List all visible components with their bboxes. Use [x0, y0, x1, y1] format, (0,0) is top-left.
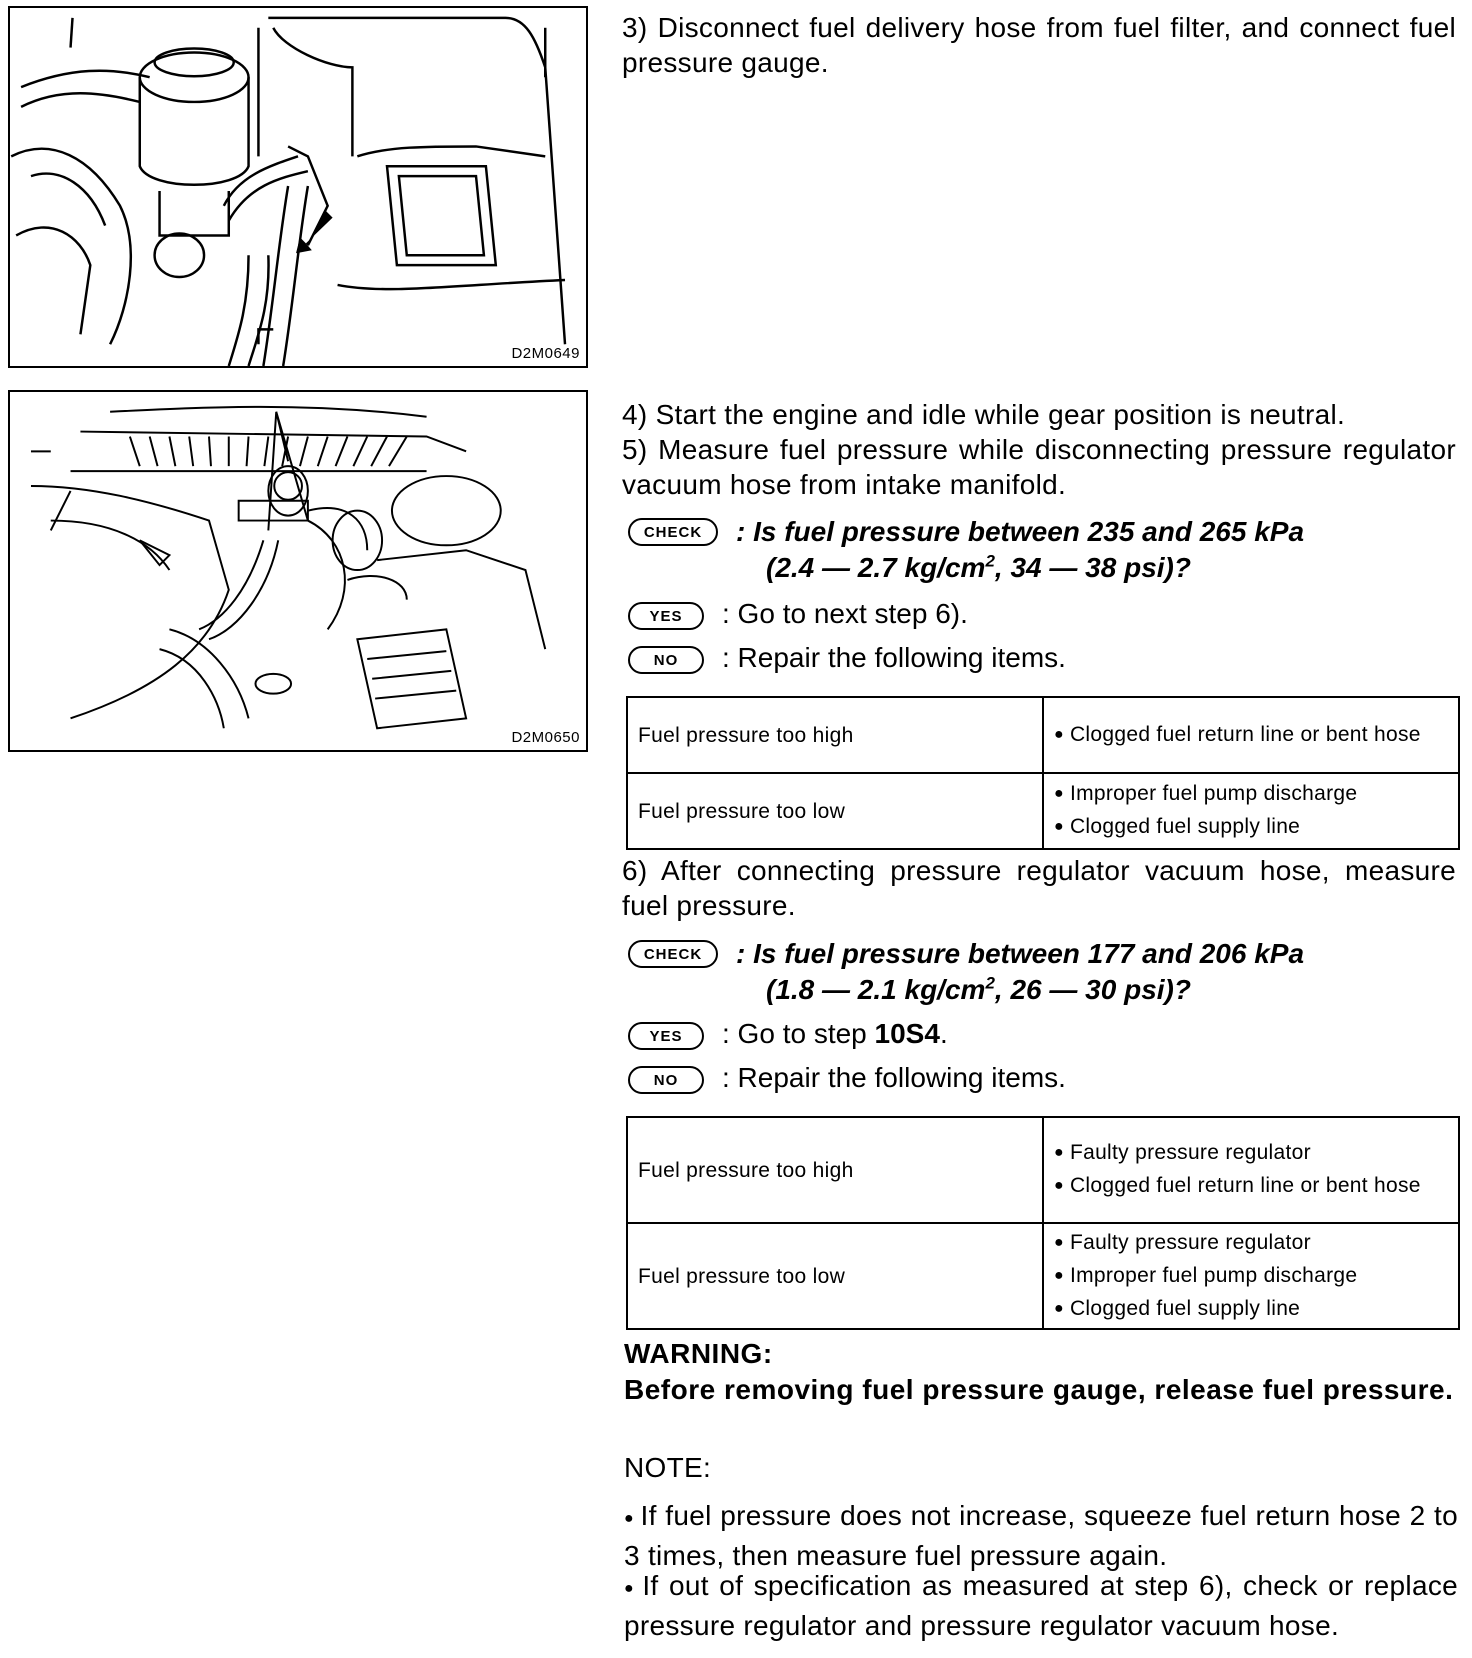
note-item-2	[624, 1568, 1458, 1643]
list-item: ● Clogged fuel supply line	[1054, 811, 1448, 844]
bullet-icon	[624, 1500, 641, 1531]
table-cell-items	[1043, 1117, 1459, 1223]
check-question-part-a: (2.4 — 2.7 kg/cm	[766, 552, 986, 583]
no-answer-text: : Repair the following items.	[722, 1062, 1066, 1093]
list-item: ● Improper fuel pump discharge	[1054, 778, 1448, 811]
figure-fuel-pressure-gauge	[8, 390, 588, 752]
table-cell-cause: Fuel pressure too high	[627, 1117, 1043, 1223]
repair-table-1	[626, 696, 1460, 850]
table-cell-items	[1043, 773, 1459, 849]
table-cell-cause: Fuel pressure too high	[627, 697, 1043, 773]
table-row	[627, 1117, 1459, 1223]
check-question-part-b: , 26 — 30 psi)?	[994, 974, 1191, 1005]
table-cell-items	[1043, 697, 1459, 773]
no-badge: NO	[628, 646, 704, 674]
warning-title: WARNING:	[624, 1338, 773, 1369]
engine-bay-illustration-1	[10, 8, 586, 366]
step-reference: 10S4	[874, 1018, 940, 1049]
check-question-line-1: : Is fuel pressure between 177 and 206 kPa	[736, 938, 1305, 969]
list-item: ● Clogged fuel supply line	[1054, 1293, 1448, 1326]
table-row	[627, 697, 1459, 773]
table-row	[627, 773, 1459, 849]
check-question-line-2	[766, 972, 1191, 1007]
list-item: ● Faulty pressure regulator	[1054, 1227, 1448, 1260]
step-4-text: 4) Start the engine and idle while gear position is neutral.	[622, 399, 1346, 430]
yes-answer-text	[722, 1016, 948, 1051]
check-question-line-2	[766, 550, 1191, 585]
table-cell-cause: Fuel pressure too low	[627, 773, 1043, 849]
yes-badge: YES	[628, 1022, 704, 1050]
list-item: ● Improper fuel pump discharge	[1054, 1260, 1448, 1293]
note-item-text: If out of specification as measured at step 6), check or replace pressure regulator and pressure regulator vacuum hose.	[624, 1570, 1458, 1641]
note-item-text: If fuel pressure does not increase, squeeze fuel return hose 2 to 3 times, then measure fuel pressure again.	[624, 1500, 1459, 1571]
check-badge: CHECK	[628, 518, 718, 546]
table-cell-items	[1043, 1223, 1459, 1329]
engine-bay-illustration-2	[10, 392, 586, 750]
step-3-text: 3) Disconnect fuel delivery hose from fuel filter, and connect fuel pressure gauge.	[622, 12, 1456, 78]
table-row	[627, 1223, 1459, 1329]
check-question-part-b: , 34 — 38 psi)?	[994, 552, 1191, 583]
repair-table-2	[626, 1116, 1460, 1330]
superscript: 2	[985, 973, 995, 993]
step-6-text: 6) After connecting pressure regulator vacuum hose, measure fuel pressure.	[622, 855, 1456, 921]
list-item: ● Clogged fuel return line or bent hose	[1054, 1170, 1448, 1203]
table-cell-cause: Fuel pressure too low	[627, 1223, 1043, 1329]
bullet-icon	[624, 1570, 642, 1601]
warning-text: Before removing fuel pressure gauge, release fuel pressure.	[624, 1374, 1454, 1405]
list-item: ● Clogged fuel return line or bent hose	[1054, 723, 1421, 746]
no-badge: NO	[628, 1066, 704, 1094]
check-badge: CHECK	[628, 940, 718, 968]
check-question-line-1: : Is fuel pressure between 235 and 265 kPa	[736, 516, 1305, 547]
figure-code-label: D2M0650	[511, 729, 580, 746]
figure-code-label: D2M0649	[511, 345, 580, 362]
note-item-1	[624, 1498, 1458, 1573]
yes-answer-suffix: .	[939, 1018, 948, 1049]
no-answer-text: : Repair the following items.	[722, 642, 1066, 673]
yes-answer-text: : Go to next step 6).	[722, 598, 968, 629]
check-question-part-a: (1.8 — 2.1 kg/cm	[766, 974, 986, 1005]
figure-fuel-filter-hose	[8, 6, 588, 368]
note-title: NOTE:	[624, 1452, 712, 1483]
yes-badge: YES	[628, 602, 704, 630]
superscript: 2	[985, 551, 995, 571]
list-item: ● Faulty pressure regulator	[1054, 1137, 1448, 1170]
step-5-text: 5) Measure fuel pressure while disconnecting pressure regulator vacuum hose from intake manifold.	[622, 434, 1456, 500]
yes-answer-prefix: : Go to step	[722, 1018, 875, 1049]
